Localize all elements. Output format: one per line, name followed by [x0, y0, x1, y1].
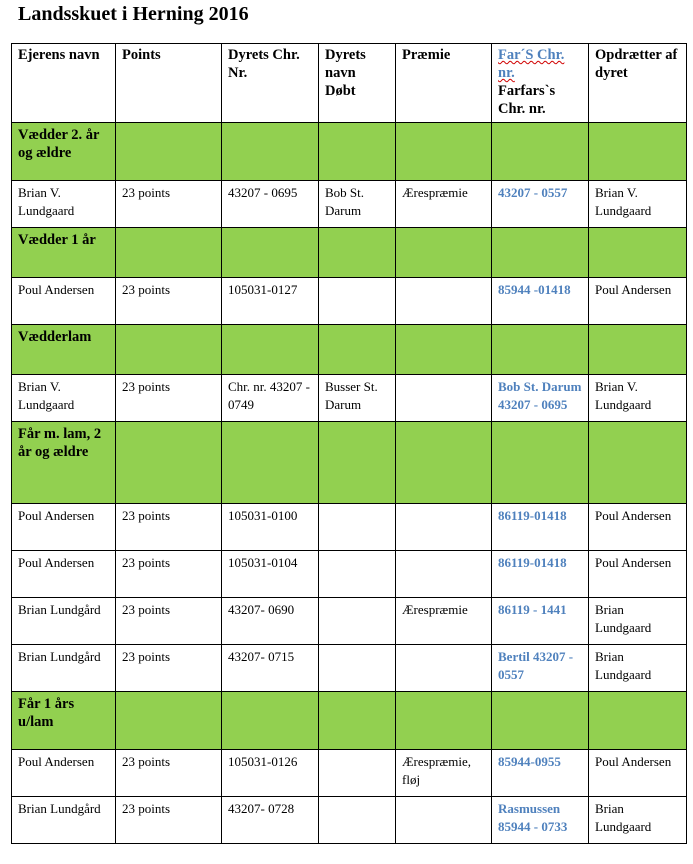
- cell-name: [319, 598, 396, 645]
- cell-prize: [396, 375, 492, 422]
- table-row: [12, 750, 687, 797]
- cell-owner: Brian Lundgård: [12, 645, 116, 692]
- cell-owner: Brian V. Lundgaard: [12, 375, 116, 422]
- group-cell: [396, 228, 492, 278]
- cell-breeder: Poul Andersen: [589, 750, 687, 797]
- group-cell: [589, 692, 687, 750]
- table-row: [12, 278, 687, 325]
- group-row: [12, 692, 687, 750]
- group-row: [12, 123, 687, 181]
- group-cell: [116, 228, 222, 278]
- cell-name: [319, 504, 396, 551]
- group-cell: [116, 692, 222, 750]
- header-father: [492, 44, 589, 123]
- group-row: [12, 422, 687, 504]
- group-cell: [492, 325, 589, 375]
- group-cell: [222, 692, 319, 750]
- cell-points: 23 points: [116, 181, 222, 228]
- cell-points: 23 points: [116, 551, 222, 598]
- group-cell: [589, 123, 687, 181]
- group-cell: [492, 228, 589, 278]
- cell-breeder: Poul Andersen: [589, 504, 687, 551]
- table-row: [12, 181, 687, 228]
- cell-owner: Poul Andersen: [12, 504, 116, 551]
- cell-points: 23 points: [116, 375, 222, 422]
- cell-chr: 43207- 0728: [222, 797, 319, 844]
- cell-father: 86119-01418: [492, 551, 589, 598]
- header-points: Points: [116, 44, 222, 123]
- cell-name: [319, 750, 396, 797]
- cell-prize: Ærespræmie: [396, 181, 492, 228]
- group-cell: [116, 325, 222, 375]
- cell-owner: Poul Andersen: [12, 278, 116, 325]
- cell-prize: [396, 504, 492, 551]
- cell-breeder: Brian Lundgaard: [589, 797, 687, 844]
- cell-owner: Poul Andersen: [12, 551, 116, 598]
- group-cell: [319, 228, 396, 278]
- table-row: [12, 375, 687, 422]
- header-owner: Ejerens navn: [12, 44, 116, 123]
- cell-chr: 43207- 0715: [222, 645, 319, 692]
- table-row: [12, 645, 687, 692]
- group-cell: [319, 692, 396, 750]
- header-name: Dyrets navn Døbt: [319, 44, 396, 123]
- cell-points: 23 points: [116, 750, 222, 797]
- cell-points: 23 points: [116, 598, 222, 645]
- group-cell: [222, 325, 319, 375]
- cell-chr: Chr. nr. 43207 - 0749: [222, 375, 319, 422]
- group-label: Vædderlam: [12, 325, 116, 375]
- table-row: [12, 504, 687, 551]
- cell-name: [319, 645, 396, 692]
- group-cell: [396, 325, 492, 375]
- table-row: [12, 598, 687, 645]
- group-cell: [319, 325, 396, 375]
- group-cell: [492, 692, 589, 750]
- group-cell: [116, 422, 222, 504]
- cell-chr: 105031-0126: [222, 750, 319, 797]
- group-cell: [396, 123, 492, 181]
- page-title: Landsskuet i Herning 2016: [18, 3, 249, 25]
- group-label: Får m. lam, 2 år og ældre: [12, 422, 116, 504]
- cell-father: Rasmussen 85944 - 0733: [492, 797, 589, 844]
- group-label: Vædder 2. år og ældre: [12, 123, 116, 181]
- cell-points: 23 points: [116, 797, 222, 844]
- cell-chr: 43207 - 0695: [222, 181, 319, 228]
- cell-breeder: Brian Lundgaard: [589, 598, 687, 645]
- cell-prize: Ærespræmie: [396, 598, 492, 645]
- group-cell: [319, 123, 396, 181]
- cell-father: Bertil 43207 - 0557: [492, 645, 589, 692]
- table-row: [12, 551, 687, 598]
- table-body: [12, 123, 687, 844]
- group-cell: [589, 228, 687, 278]
- cell-prize: [396, 645, 492, 692]
- cell-name: Busser St. Darum: [319, 375, 396, 422]
- group-cell: [396, 422, 492, 504]
- cell-prize: [396, 551, 492, 598]
- group-cell: [222, 123, 319, 181]
- group-cell: [589, 325, 687, 375]
- cell-father: Bob St. Darum 43207 - 0695: [492, 375, 589, 422]
- cell-owner: Poul Andersen: [12, 750, 116, 797]
- group-cell: [396, 692, 492, 750]
- cell-chr: 105031-0100: [222, 504, 319, 551]
- cell-owner: Brian Lundgård: [12, 797, 116, 844]
- table-row: [12, 797, 687, 844]
- table-header-row: [12, 44, 687, 123]
- group-cell: [492, 422, 589, 504]
- cell-points: 23 points: [116, 278, 222, 325]
- cell-prize: [396, 278, 492, 325]
- group-label: Får 1 års u/lam: [12, 692, 116, 750]
- cell-breeder: Brian V. Lundgaard: [589, 181, 687, 228]
- header-father-chr: Far´S Chr. nr.: [498, 47, 565, 81]
- cell-father: 85944-0955: [492, 750, 589, 797]
- header-breeder: Opdrætter af dyret: [589, 44, 687, 123]
- header-grandfather-chr: Farfars`s Chr. nr.: [498, 83, 556, 117]
- group-cell: [222, 422, 319, 504]
- cell-prize: Ærespræmie, fløj: [396, 750, 492, 797]
- group-cell: [319, 422, 396, 504]
- cell-father: 43207 - 0557: [492, 181, 589, 228]
- cell-name: [319, 551, 396, 598]
- group-cell: [116, 123, 222, 181]
- group-row: [12, 325, 687, 375]
- cell-name: [319, 797, 396, 844]
- group-label: Vædder 1 år: [12, 228, 116, 278]
- cell-owner: Brian Lundgård: [12, 598, 116, 645]
- cell-father: 86119-01418: [492, 504, 589, 551]
- cell-breeder: Brian V. Lundgaard: [589, 375, 687, 422]
- header-prize: Præmie: [396, 44, 492, 123]
- cell-owner: Brian V. Lundgaard: [12, 181, 116, 228]
- cell-chr: 43207- 0690: [222, 598, 319, 645]
- cell-points: 23 points: [116, 504, 222, 551]
- results-table: [11, 43, 687, 844]
- cell-prize: [396, 797, 492, 844]
- cell-points: 23 points: [116, 645, 222, 692]
- cell-breeder: Poul Andersen: [589, 278, 687, 325]
- cell-breeder: Brian Lundgaard: [589, 645, 687, 692]
- header-chr: Dyrets Chr. Nr.: [222, 44, 319, 123]
- cell-chr: 105031-0104: [222, 551, 319, 598]
- group-row: [12, 228, 687, 278]
- cell-father: 86119 - 1441: [492, 598, 589, 645]
- group-cell: [589, 422, 687, 504]
- cell-chr: 105031-0127: [222, 278, 319, 325]
- group-cell: [492, 123, 589, 181]
- cell-father: 85944 -01418: [492, 278, 589, 325]
- cell-breeder: Poul Andersen: [589, 551, 687, 598]
- cell-name: [319, 278, 396, 325]
- group-cell: [222, 228, 319, 278]
- cell-name: Bob St. Darum: [319, 181, 396, 228]
